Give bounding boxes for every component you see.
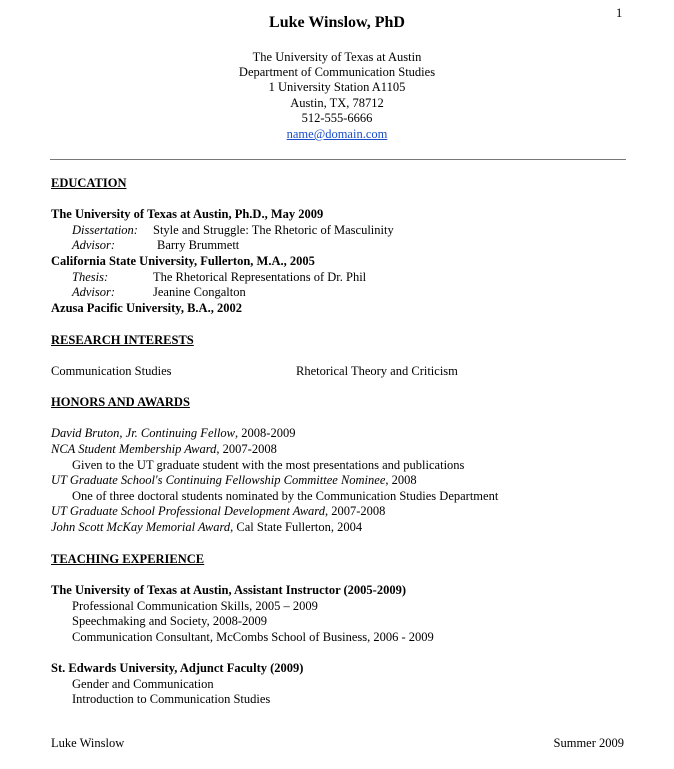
award-item: [51, 427, 295, 440]
award-note: One of three doctoral students nominated by the Communication Studies Department: [72, 489, 499, 503]
award-detail: , Cal State Fullerton, 2004: [230, 520, 363, 534]
award-detail: , 2007-2008: [324, 504, 386, 518]
education-detail-value: The Rhetorical Representations of Dr. Phil: [153, 270, 367, 284]
address-line: The University of Texas at Austin: [252, 50, 422, 64]
section-heading-teaching: TEACHING EXPERIENCE: [51, 552, 205, 566]
award-item: [51, 521, 362, 534]
page-number: 1: [616, 6, 623, 20]
award-detail: , 2008: [385, 473, 417, 487]
education-detail-value: Style and Struggle: The Rhetoric of Masculinity: [153, 223, 394, 237]
education-detail-label: Thesis:: [72, 270, 109, 284]
award-item: [51, 474, 417, 487]
section-heading-honors: HONORS AND AWARDS: [51, 395, 190, 409]
course-item: Introduction to Communication Studies: [72, 692, 271, 706]
education-entry-title: Azusa Pacific University, B.A., 2002: [51, 301, 242, 315]
research-interest: Communication Studies: [51, 364, 172, 378]
education-detail-label: Advisor:: [72, 238, 116, 252]
teaching-position-title: St. Edwards University, Adjunct Faculty (2009): [51, 661, 304, 675]
footer-author: Luke Winslow: [51, 736, 125, 750]
teaching-position-title: The University of Texas at Austin, Assistant Instructor (2005-2009): [51, 583, 406, 597]
section-heading-research: RESEARCH INTERESTS: [51, 333, 194, 347]
award-name: David Bruton, Jr. Continuing Fellow: [51, 426, 236, 440]
award-detail: , 2007-2008: [216, 442, 277, 456]
address-line: Department of Communication Studies: [238, 65, 436, 79]
award-name: John Scott McKay Memorial Award: [51, 520, 231, 534]
course-item: Speechmaking and Society, 2008-2009: [72, 614, 267, 628]
education-detail-value: Jeanine Congalton: [153, 285, 246, 299]
page-title: Luke Winslow, PhD: [269, 14, 405, 31]
email-link[interactable]: name@domain.com: [286, 127, 388, 141]
award-name: NCA Student Membership Award: [51, 442, 217, 456]
education-entry-title: California State University, Fullerton, M.A., 2005: [51, 254, 315, 268]
award-item: [51, 505, 385, 518]
address-line: 1 University Station A1105: [268, 80, 406, 94]
course-item: Communication Consultant, McCombs School of Business, 2006 - 2009: [72, 630, 434, 644]
education-entry-title: The University of Texas at Austin, Ph.D., May 2009: [51, 207, 324, 221]
footer-date: Summer 2009: [553, 736, 624, 750]
award-note: Given to the UT graduate student with the most presentations and publications: [72, 458, 465, 472]
address-line: Austin, TX, 78712: [290, 96, 384, 110]
education-detail-label: Advisor:: [72, 285, 116, 299]
research-interest: Rhetorical Theory and Criticism: [296, 364, 458, 378]
award-item: [51, 443, 277, 456]
section-heading-education: EDUCATION: [51, 176, 127, 190]
education-detail-label: Dissertation:: [72, 223, 138, 237]
award-name: UT Graduate School Professional Development Award: [51, 504, 325, 518]
award-name: UT Graduate School's Continuing Fellowship Committee Nominee: [51, 473, 386, 487]
header-divider: [50, 159, 626, 160]
education-detail-value: Barry Brummett: [157, 238, 240, 252]
course-item: Gender and Communication: [72, 677, 214, 691]
award-detail: , 2008-2009: [235, 426, 296, 440]
course-item: Professional Communication Skills, 2005 – 2009: [72, 599, 318, 613]
phone-number: 512-555-6666: [301, 111, 373, 125]
